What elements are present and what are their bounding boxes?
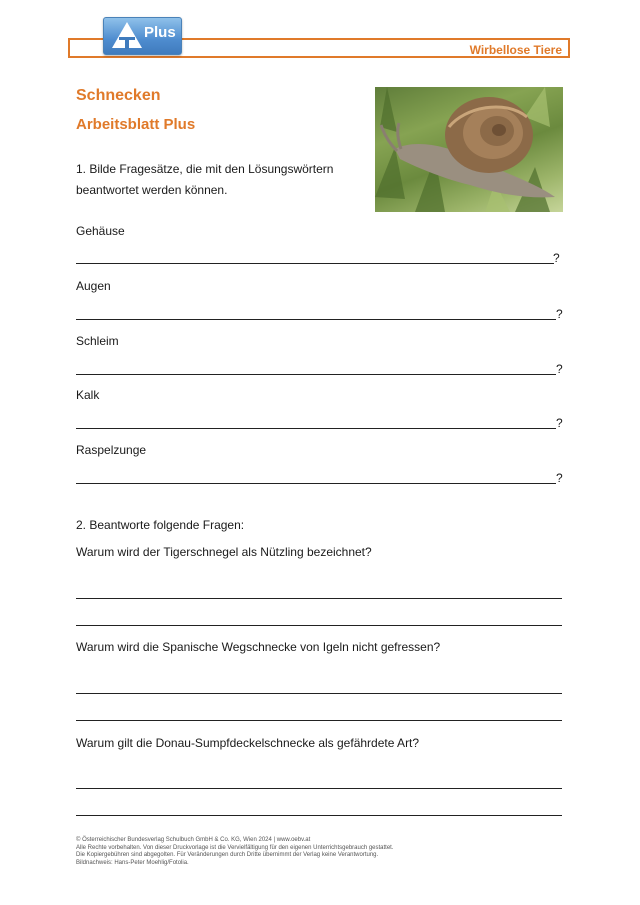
question-mark: ? (556, 307, 563, 321)
answer-line[interactable] (76, 319, 556, 320)
answer-line[interactable] (76, 788, 562, 789)
plus-logo (103, 17, 182, 55)
snail-image (375, 87, 563, 212)
snail-photo (375, 87, 563, 212)
question-mark: ? (556, 362, 563, 376)
task1-instruction-line2: beantwortet werden können. (76, 183, 228, 197)
footer-line: Alle Rechte vorbehalten. Von dieser Druckvorlage ist die Vervielfältigung für den eigenen Unterrichtsgebrauch gestattet. (76, 844, 394, 851)
footer-line: Die Kopiergebühren sind abgegolten. Für Veränderungen durch Dritte übernimmt der Verlag keine Verantwortung. (76, 852, 379, 858)
solution-word: Augen (76, 279, 111, 293)
answer-line[interactable] (76, 720, 562, 721)
question-text: Warum wird der Tigerschnegel als Nützling bezeichnet? (76, 545, 372, 559)
question-mark: ? (556, 471, 563, 485)
section-title: Wirbellose Tiere (469, 43, 562, 57)
logo-text: Plus (144, 24, 176, 41)
answer-line[interactable] (76, 815, 562, 816)
answer-line[interactable] (76, 428, 556, 429)
answer-line[interactable] (76, 625, 562, 626)
question-mark: ? (553, 251, 560, 265)
question-text: Warum gilt die Donau-Sumpfdeckelschnecke als gefährdete Art? (76, 736, 420, 750)
solution-word: Gehäuse (76, 224, 125, 238)
answer-line[interactable] (76, 598, 562, 599)
question-mark: ? (556, 416, 563, 430)
page-subtitle: Arbeitsblatt Plus (76, 116, 196, 133)
footer-line: Bildnachweis: Hans-Peter Moehlig/Fotolia. (76, 859, 189, 866)
footer-line: © Österreichischer Bundesverlag Schulbuch GmbH & Co. KG, Wien 2024 | www.oebv.at (76, 837, 311, 843)
task1-instruction-line1: 1. Bilde Fragesätze, die mit den Lösungswörtern (76, 162, 334, 176)
page-title: Schnecken (76, 87, 161, 104)
question-text: Warum wird die Spanische Wegschnecke von Igeln nicht gefressen? (76, 640, 441, 654)
answer-line[interactable] (76, 263, 554, 264)
answer-line[interactable] (76, 483, 556, 484)
task2-instruction: 2. Beantworte folgende Fragen: (76, 518, 245, 532)
answer-line[interactable] (76, 374, 556, 375)
footer (76, 837, 394, 867)
solution-word: Raspelzunge (76, 443, 147, 457)
answer-line[interactable] (76, 693, 562, 694)
solution-word: Schleim (76, 334, 119, 348)
solution-word: Kalk (76, 388, 100, 402)
